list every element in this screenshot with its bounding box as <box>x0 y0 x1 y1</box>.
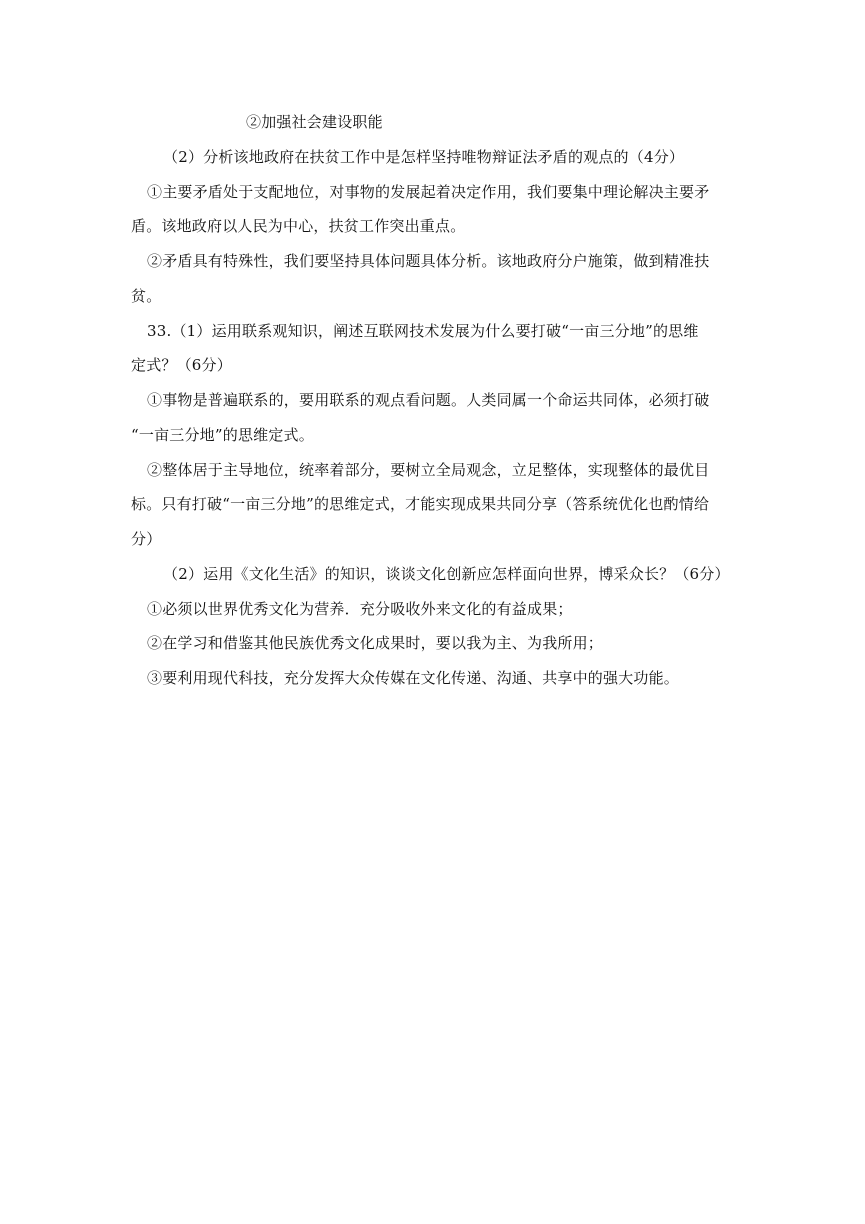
answer-item: ②在学习和借鉴其他民族优秀文化成果时，要以我为主、为我所用； <box>147 634 604 652</box>
answer-paragraph-line: ①主要矛盾处于支配地位，对事物的发展起着决定作用，我们要集中理论解决主要矛 <box>147 183 710 201</box>
answer-item: ③要利用现代科技，充分发挥大众传媒在文化传递、沟通、共享中的强大功能。 <box>147 669 680 687</box>
answer-paragraph-line: 盾。该地政府以人民为中心，扶贫工作突出重点。 <box>131 217 466 235</box>
answer-item: ①必须以世界优秀文化为营养．充分吸收外来文化的有益成果； <box>147 600 573 618</box>
answer-item-social-construction: ②加强社会建设职能 <box>246 113 383 131</box>
answer-paragraph-line: 贫。 <box>131 287 162 305</box>
answer-paragraph-line: 标。只有打破“一亩三分地”的思维定式，才能实现成果共同分享（答系统优化也酌情给 <box>131 495 710 513</box>
answer-paragraph-line: ①事物是普遍联系的，要用联系的观点看问题。人类同属一个命运共同体，必须打破 <box>147 391 710 409</box>
answer-paragraph-line: ②矛盾具有特殊性，我们要坚持具体问题具体分析。该地政府分户施策，做到精准扶 <box>147 252 710 270</box>
question-2-heading: （2）分析该地政府在扶贫工作中是怎样坚持唯物辩证法矛盾的观点的（4分） <box>163 148 685 166</box>
question-33-heading: 33.（1）运用联系观知识，阐述互联网技术发展为什么要打破“一亩三分地”的思维 <box>147 322 699 340</box>
answer-paragraph-line: ②整体居于主导地位，统率着部分，要树立全局观念，立足整体，实现整体的最优目 <box>147 461 710 479</box>
question-33-2-heading: （2）运用《文化生活》的知识，谈谈文化创新应怎样面向世界，博采众长？（6分） <box>163 565 730 583</box>
answer-paragraph-line: “一亩三分地”的思维定式。 <box>131 426 314 444</box>
question-33-heading-continued: 定式？（6分） <box>131 356 232 374</box>
answer-paragraph-line: 分） <box>131 530 162 548</box>
